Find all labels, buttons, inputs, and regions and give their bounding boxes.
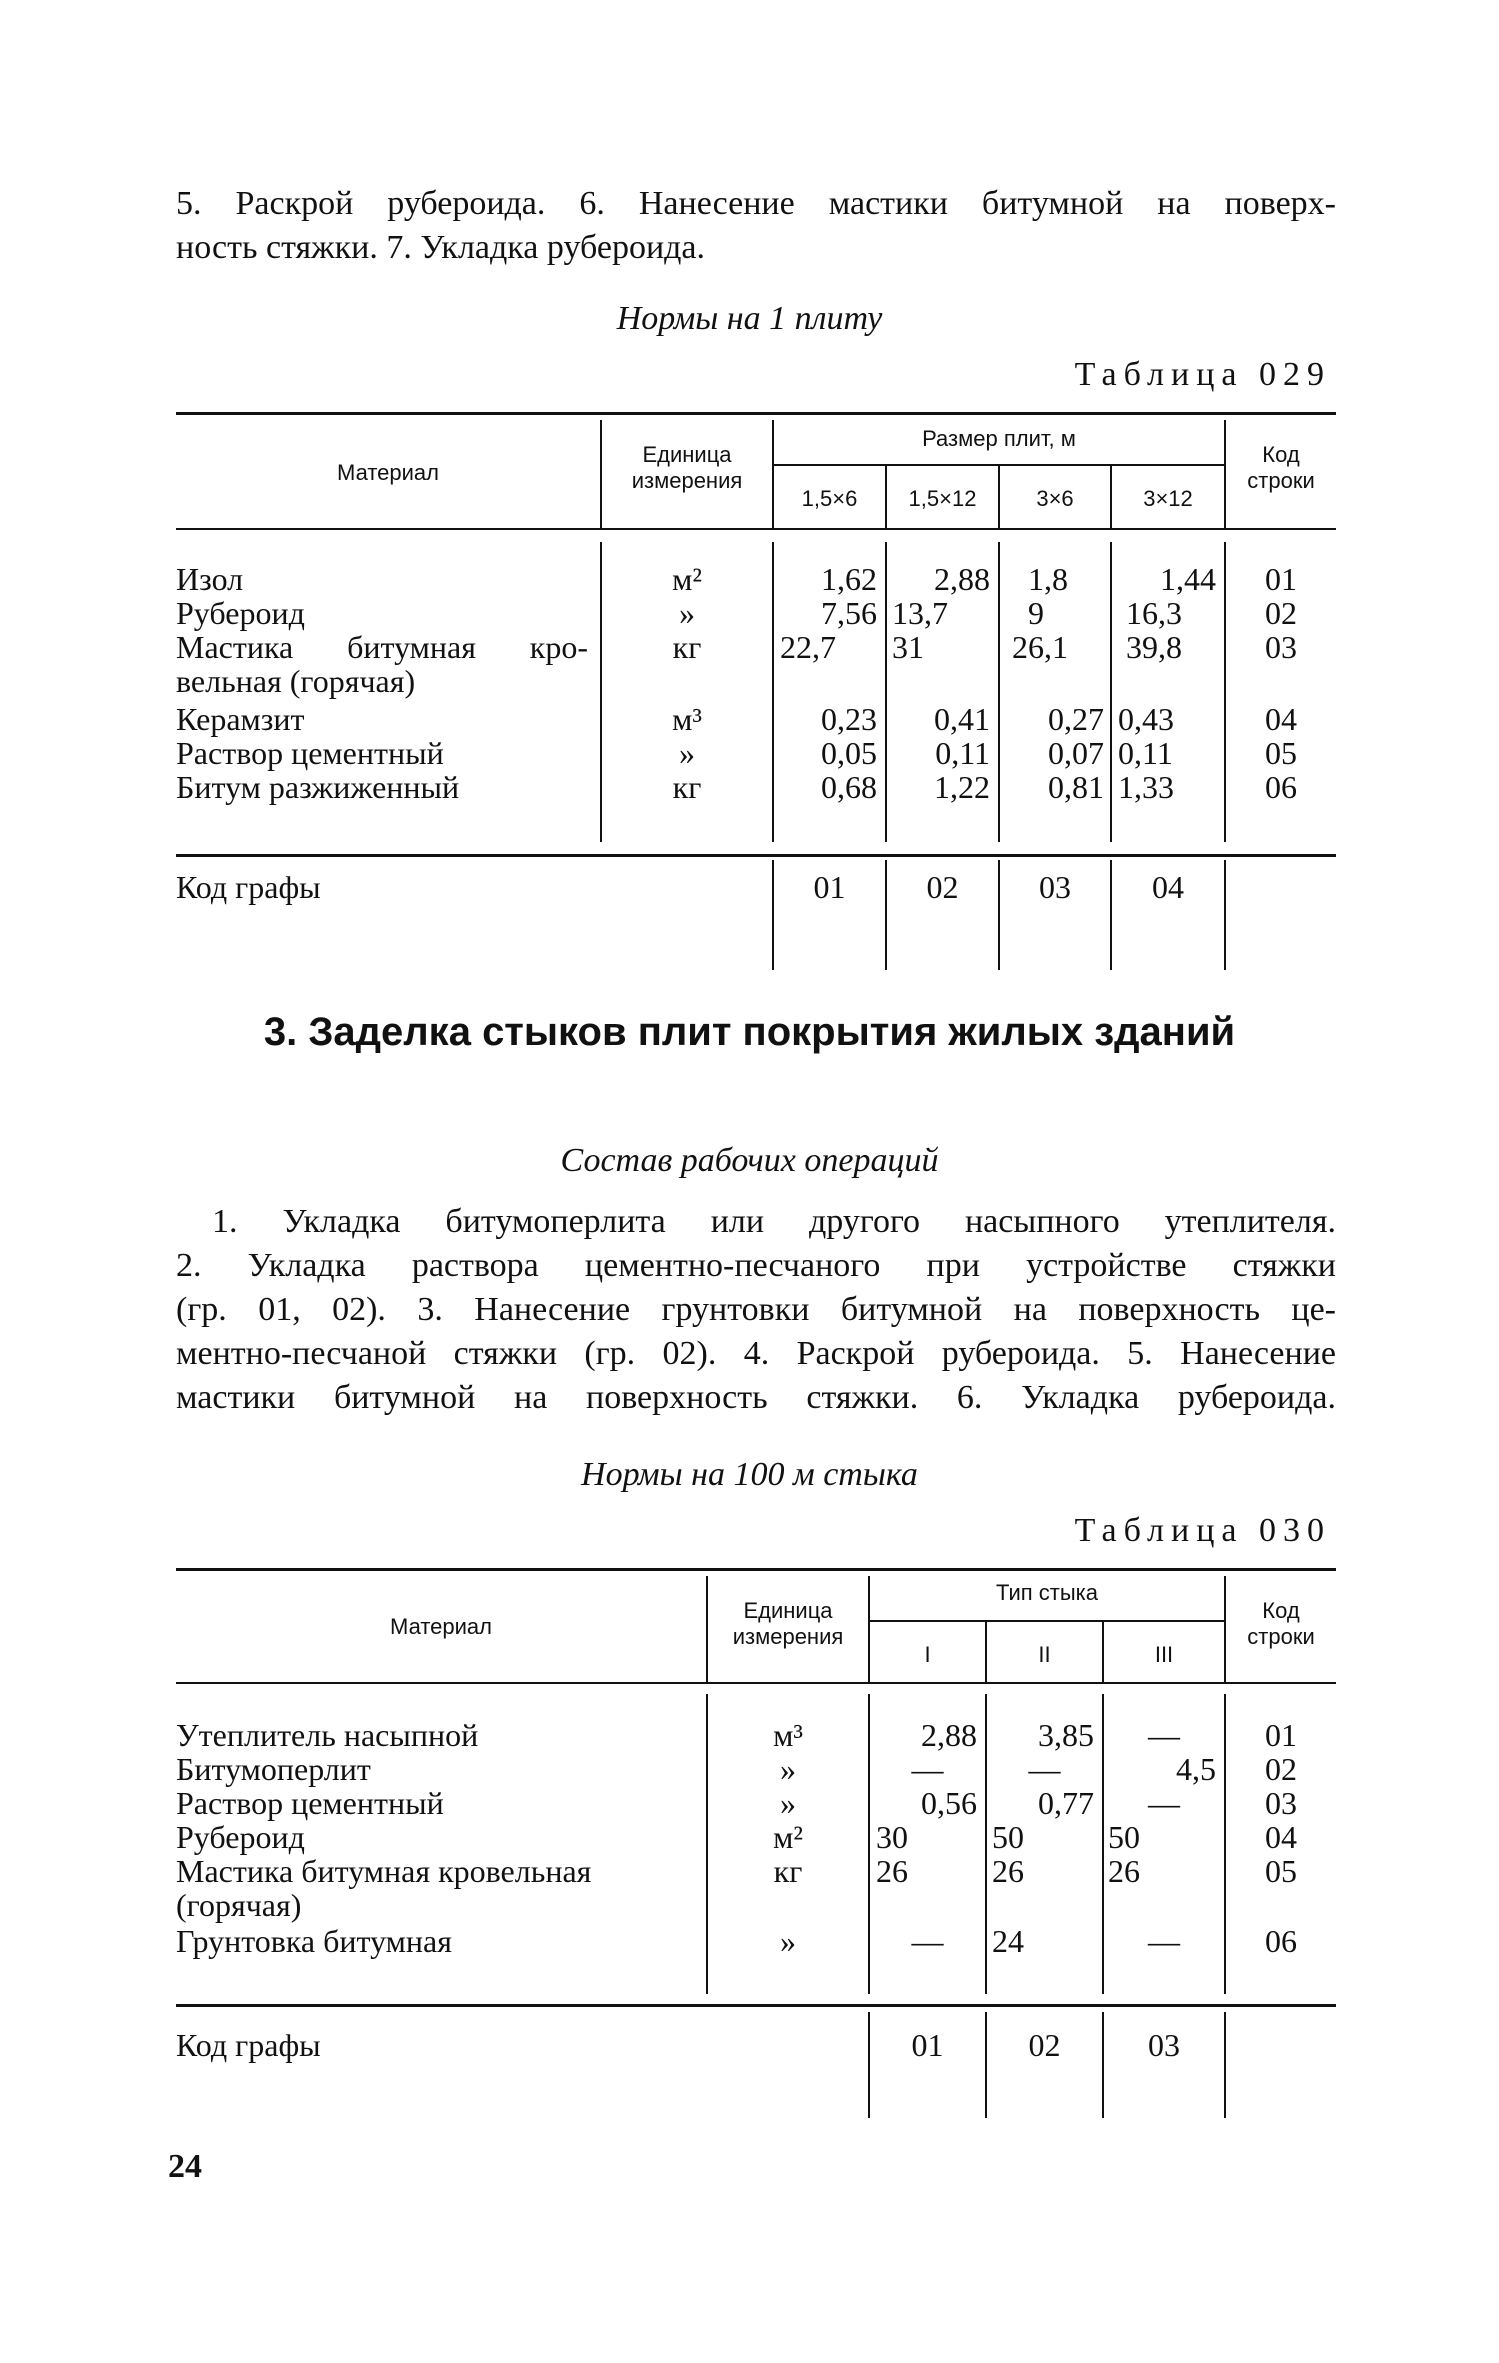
table1-row3-v1: 22,7 bbox=[780, 629, 836, 665]
table1-row1-v2: 2,88 bbox=[934, 561, 990, 597]
table1-row2-v1: 7,56 bbox=[821, 595, 877, 631]
table1-footer-label: Код графы bbox=[176, 869, 321, 905]
table1-row3-unit: кг bbox=[672, 629, 702, 665]
table1-header-size-1: 1,5×6 bbox=[801, 486, 858, 511]
table2-row3-unit: » bbox=[780, 1785, 796, 1821]
table1-row1-v4: 1,44 bbox=[1160, 561, 1216, 597]
table1-row3-material: Мастика битумная кро- bbox=[176, 629, 588, 665]
table1-row1-v1: 1,62 bbox=[821, 561, 877, 597]
table1-row1-material: Изол bbox=[176, 561, 244, 597]
table2-row2-v3: 4,5 bbox=[1176, 1751, 1216, 1787]
table2-header-type-group: Тип стыка bbox=[995, 1580, 1099, 1605]
table2-label: Таблица 030 bbox=[1074, 1512, 1331, 1549]
table1-row4-v2: 0,41 bbox=[934, 701, 990, 737]
operations-line-1: 1. Укладка битумоперлита или другого насыпного утеплителя. bbox=[212, 1203, 1336, 1240]
operations-line-5: мастики битумной на поверхность стяжки. 6. Укладка рубероида. bbox=[176, 1379, 1336, 1416]
table1-row1-v3: 1,8 bbox=[1028, 561, 1068, 597]
table1-footer-code-1: 01 bbox=[813, 869, 846, 905]
table1-foot-vline-code bbox=[1224, 860, 1226, 970]
table2-row3-v2: 0,77 bbox=[1038, 1785, 1094, 1821]
table2-header-code-1: Код bbox=[1262, 1598, 1300, 1623]
table2-header-code-2: строки bbox=[1247, 1624, 1315, 1649]
table2-row4-material: Рубероид bbox=[176, 1819, 305, 1855]
table1-body-bottom-rule bbox=[176, 854, 1336, 857]
table2-header-unit-1: Единица bbox=[743, 1598, 833, 1623]
table1-footer-code-2: 02 bbox=[926, 869, 959, 905]
table2-row2-unit: » bbox=[780, 1751, 796, 1787]
table1-row6-material: Битум разжиженный bbox=[176, 769, 460, 805]
table1-header-material: Материал bbox=[337, 460, 439, 485]
table1-vline-unit bbox=[600, 420, 602, 528]
table1-row3-material-cont: вельная (горячая) bbox=[176, 663, 416, 699]
table1-label: Таблица 029 bbox=[1074, 356, 1331, 393]
table2-footer-code-2: 02 bbox=[1028, 2027, 1061, 2063]
table1-header-unit-2: измерения bbox=[631, 468, 743, 493]
operations-line-4: ментно-песчаной стяжки (гр. 02). 4. Раскрой рубероида. 5. Нанесение bbox=[176, 1335, 1336, 1372]
table2-footer-code-3: 03 bbox=[1148, 2027, 1180, 2063]
table2-row4-code: 04 bbox=[1265, 1819, 1297, 1855]
table2-row2-v1: — bbox=[911, 1751, 944, 1787]
table2-header-unit-2: измерения bbox=[732, 1624, 844, 1649]
table-030 bbox=[176, 1568, 1336, 2120]
table2-row6-v2: 24 bbox=[992, 1923, 1024, 1959]
table1-header-size-3: 3×6 bbox=[1036, 486, 1074, 511]
table2-row6-code: 06 bbox=[1265, 1923, 1297, 1959]
table1-row5-code: 05 bbox=[1265, 735, 1297, 771]
operations-line-3: (гр. 01, 02). 3. Нанесение грунтовки битумной на поверхность це- bbox=[176, 1291, 1336, 1328]
table1-vline-h3 bbox=[1110, 466, 1112, 528]
table1-caption: Нормы на 1 плиту bbox=[616, 300, 883, 337]
table1-row6-v2: 1,22 bbox=[934, 769, 990, 805]
table1-row5-v4: 0,11 bbox=[1118, 735, 1173, 771]
table1-row3-v2: 31 bbox=[892, 629, 924, 665]
table1-row6-v3: 0,81 bbox=[1048, 769, 1104, 805]
table2-row1-v3: — bbox=[1148, 1717, 1180, 1753]
page-number: 24 bbox=[168, 2148, 202, 2185]
table1-row6-code: 06 bbox=[1265, 769, 1297, 805]
table1-header-unit-1: Единица bbox=[642, 442, 732, 467]
table1-row3-v3: 26,1 bbox=[1012, 629, 1068, 665]
table1-vline-size-left bbox=[772, 420, 774, 528]
table1-vline-h2 bbox=[998, 466, 1000, 528]
table2-top-rule bbox=[176, 1568, 1336, 1571]
table1-row4-material: Керамзит bbox=[176, 701, 305, 737]
table2-vline-h2 bbox=[1102, 1622, 1104, 1682]
table1-vline-code bbox=[1224, 420, 1226, 528]
table1-header-size-4: 3×12 bbox=[1143, 486, 1193, 511]
table1-row2-code: 02 bbox=[1265, 595, 1297, 631]
table2-row5-unit: кг bbox=[773, 1853, 803, 1889]
table2-header-type-3: III bbox=[1154, 1642, 1174, 1667]
operations-line-2: 2. Укладка раствора цементно-песчаного при устройстве стяжки bbox=[176, 1247, 1336, 1284]
table2-row1-material: Утеплитель насыпной bbox=[176, 1717, 479, 1753]
table1-row5-unit: » bbox=[679, 735, 695, 771]
section-heading: 3. Заделка стыков плит покрытия жилых зданий bbox=[263, 1010, 1236, 1054]
table2-header-type-2: II bbox=[1038, 1642, 1051, 1667]
table2-row6-v3: — bbox=[1148, 1923, 1180, 1959]
table1-row6-v1: 0,68 bbox=[821, 769, 877, 805]
table1-row4-v3: 0,27 bbox=[1048, 701, 1104, 737]
table2-row3-v1: 0,56 bbox=[921, 1785, 977, 1821]
table2-body-bottom-rule bbox=[176, 2004, 1336, 2007]
table1-row4-unit: м³ bbox=[672, 701, 702, 737]
table1-header-size-group: Размер плит, м bbox=[922, 426, 1076, 451]
table1-header-code-1: Код bbox=[1262, 442, 1300, 467]
table2-row2-v2: — bbox=[1028, 1751, 1061, 1787]
table2-header-material: Материал bbox=[390, 1614, 492, 1639]
table1-row2-material: Рубероид bbox=[176, 595, 305, 631]
table1-top-rule bbox=[176, 412, 1336, 415]
table2-vline-type-left bbox=[868, 1576, 870, 1682]
table2-row4-v2: 50 bbox=[992, 1819, 1024, 1855]
table1-row2-v2: 13,7 bbox=[892, 595, 948, 631]
table2-row1-v1: 2,88 bbox=[921, 1717, 977, 1753]
table1-row5-v2: 0,11 bbox=[935, 735, 990, 771]
table1-row6-v4: 1,33 bbox=[1118, 769, 1174, 805]
table1-row2-v3: 9 bbox=[1028, 595, 1044, 631]
table2-row6-material: Грунтовка битумная bbox=[176, 1923, 452, 1959]
table1-vline-h1 bbox=[885, 466, 887, 528]
table2-row6-v1: — bbox=[911, 1923, 944, 1959]
table2-row5-v3: 26 bbox=[1108, 1853, 1140, 1889]
table1-row3-v4: 39,8 bbox=[1126, 629, 1182, 665]
table2-row1-unit: м³ bbox=[773, 1717, 803, 1753]
table1-row2-unit: » bbox=[679, 595, 695, 631]
table2-row2-code: 02 bbox=[1265, 1751, 1297, 1787]
table2-row2-material: Битумоперлит bbox=[176, 1751, 371, 1787]
table1-row6-unit: кг bbox=[672, 769, 702, 805]
table2-row3-code: 03 bbox=[1265, 1785, 1297, 1821]
table2-header-type-1: I bbox=[924, 1642, 931, 1667]
table1-row5-v3: 0,07 bbox=[1048, 735, 1104, 771]
table2-row1-code: 01 bbox=[1265, 1717, 1297, 1753]
table2-row5-material: Мастика битумная кровельная bbox=[176, 1853, 592, 1889]
table1-row3-code: 03 bbox=[1265, 629, 1297, 665]
table-029 bbox=[176, 412, 1336, 972]
table1-header-rule bbox=[176, 528, 1336, 530]
table2-row5-v2: 26 bbox=[992, 1853, 1024, 1889]
operations-caption: Состав рабочих операций bbox=[560, 1142, 939, 1179]
table1-row4-v4: 0,43 bbox=[1118, 701, 1174, 737]
table1-footer-code-4: 04 bbox=[1152, 869, 1184, 905]
table1-row1-unit: м² bbox=[672, 561, 702, 597]
table1-row4-code: 04 bbox=[1265, 701, 1297, 737]
table2-row4-v3: 50 bbox=[1108, 1819, 1140, 1855]
table1-row1-code: 01 bbox=[1265, 561, 1297, 597]
intro-line-2: ность стяжки. 7. Укладка рубероида. bbox=[176, 229, 706, 266]
table2-row3-material: Раствор цементный bbox=[176, 1785, 444, 1821]
table2-foot-vline-code bbox=[1224, 2012, 1226, 2118]
table2-caption: Нормы на 100 м стыка bbox=[581, 1456, 918, 1493]
table1-header-size-2: 1,5×12 bbox=[908, 486, 977, 511]
table1-row5-v1: 0,05 bbox=[821, 735, 877, 771]
table2-row5-code: 05 bbox=[1265, 1853, 1297, 1889]
table2-vline-code bbox=[1224, 1576, 1226, 1682]
table2-type-subrule bbox=[870, 1620, 1224, 1622]
table2-footer-code-1: 01 bbox=[911, 2027, 944, 2063]
table2-row4-v1: 30 bbox=[876, 1819, 908, 1855]
table2-row6-unit: » bbox=[780, 1923, 796, 1959]
table1-header-code-2: строки bbox=[1247, 468, 1315, 493]
table2-header-rule bbox=[176, 1682, 1336, 1684]
table2-row4-unit: м² bbox=[773, 1819, 803, 1855]
table2-row5-material-cont: (горячая) bbox=[176, 1887, 302, 1923]
table2-vline-unit bbox=[706, 1576, 708, 1682]
table1-footer-code-3: 03 bbox=[1039, 869, 1071, 905]
table1-row5-material: Раствор цементный bbox=[176, 735, 444, 771]
table2-row1-v2: 3,85 bbox=[1038, 1717, 1094, 1753]
table2-vline-h1 bbox=[985, 1622, 987, 1682]
table2-row5-v1: 26 bbox=[876, 1853, 908, 1889]
table1-row4-v1: 0,23 bbox=[821, 701, 877, 737]
intro-line-1: 5. Раскрой рубероида. 6. Нанесение мастики битумной на поверх- bbox=[176, 185, 1336, 222]
table2-row3-v3: — bbox=[1148, 1785, 1180, 1821]
table1-row2-v4: 16,3 bbox=[1126, 595, 1182, 631]
table2-footer-label: Код графы bbox=[176, 2027, 321, 2063]
